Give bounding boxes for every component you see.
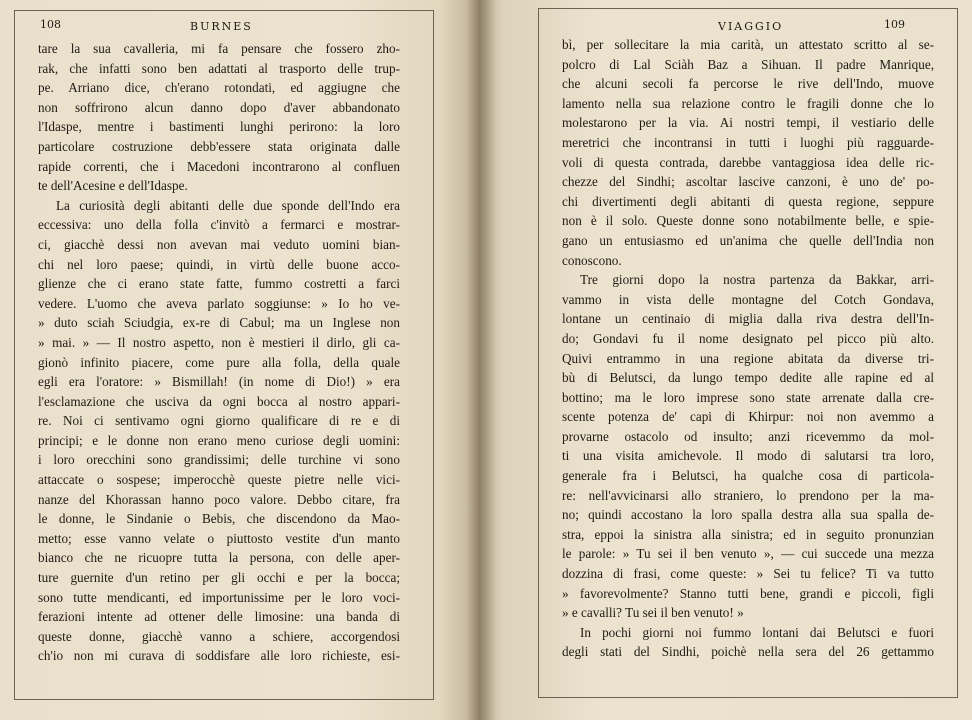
text-line: degli stati del Sindhi, poichè nella sera del 26 gettammo (562, 644, 934, 660)
text-line: bianco che ne ricuopre tutta la persona, con delle aper- (38, 550, 400, 566)
text-line: provarne ostacolo od insulto; anzi ricevemmo da mol- (562, 428, 934, 444)
text-line: » favorevolmente? Stanno tutti bene, grandi e piccoli, figli (562, 585, 934, 601)
text-line: gano un entusiasmo ed un'anima che quelle dell'India non (562, 232, 934, 248)
text-line: attaccate o sospese; imperocchè queste pietre nelle vici- (38, 472, 400, 488)
text-line: re. Noi ci sentivamo ogni giorno qualificare di re e di (38, 413, 400, 429)
text-line: ture guernite d'un retino per gli occhi e per la bocca; (38, 570, 400, 586)
text-line: metto; esse vanno velate o piuttosto vestite d'un manto (38, 530, 400, 546)
left-page (0, 0, 478, 720)
text-line: tare la sua cavalleria, mi fa pensare che fossero zho- (38, 41, 400, 56)
text-line: scente potenza de' capi di Khirpur: noi non avemmo a (562, 409, 934, 425)
gutter-shadow (466, 0, 496, 720)
text-line: te dell'Acesine e dell'Idaspe. (38, 178, 188, 194)
text-line: che alcuni secoli fa percorse le rive dell'Indo, muove (562, 76, 934, 92)
text-line: generale fra i Belutsci, ha qualche cosa di particola- (562, 468, 934, 484)
text-line: chi divertimenti degli abitanti di questa regione, seppure (562, 193, 934, 209)
text-line: » duto sciah Sciudgia, ex-re di Cabul; ma un Inglese non (38, 315, 400, 331)
right-running-head: VIAGGIO (718, 20, 784, 33)
text-line: Quivi entrammo in una regione abitata da diverse tri- (562, 350, 934, 366)
text-line: meretrici che incontransi in tutti i luoghi più ragguarde- (562, 134, 934, 150)
text-line: sono tutte mendicanti, ed importunissime per le loro voci- (38, 589, 400, 605)
text-line: ci, giacchè dessi non avevan mai veduto uomini bian- (38, 236, 400, 252)
text-line: no; quindi accostano la loro spalla destra alla sua spalla de- (562, 507, 934, 523)
right-page-number: 109 (884, 18, 905, 31)
text-line: stra, eppoi la sinistra alla sinistra; ed in seguito pronunzian (562, 526, 934, 542)
text-line: voli di questa contrada, darebbe vantaggiosa idea delle ric- (562, 154, 934, 170)
text-line: re: nell'avvicinarsi allo straniero, lo prendono per la ma- (562, 487, 934, 503)
text-line: conoscono. (562, 252, 622, 268)
text-line: chezze del Sindhi; ascoltar lascive canzoni, è uno de' po- (562, 174, 934, 190)
text-line: ti una visita amichevole. Il modo di salutarsi tra loro, (562, 448, 934, 464)
text-line: polcro di Lal Sciàh Baz a Sihuan. Il padre Manrique, (562, 56, 934, 72)
text-line: chi nel loro paese; quindi, in virtù delle buone acco- (38, 256, 400, 272)
text-line: glienze che ci erano state fatte, fummo costretti a farci (38, 276, 400, 292)
text-line: lamento nella sua relazione contro le fragili donne che lo (562, 95, 934, 111)
text-line: ch'io non mi curava di soddisfare alle loro richieste, esi- (38, 648, 400, 664)
left-running-head: BURNES (190, 20, 253, 33)
text-line: le donne, le Sindanie o Bebis, che discendono da Mao- (38, 511, 400, 527)
text-line: non è il solo. Queste donne sono notabilmente belle, e spie- (562, 213, 934, 229)
text-line: le parole: » Tu sei il ben venuto », — cui succede una mezza (562, 546, 934, 562)
text-line: ferazioni intente ad ottener delle limosine: una banda di (38, 609, 400, 625)
text-line: l'esclamazione che usciva da ogni bocca al nostro appari- (38, 393, 400, 409)
text-line: bì, per sollecitare la mia carità, un attestato scritto al se- (562, 37, 934, 52)
text-line: rapide correnti, che i Macedoni incontrarono al confluen (38, 158, 400, 174)
text-line: vammo in vista delle montagne del Cotch Gondava, (562, 291, 934, 307)
text-line: molestarono per la via. Ai nostri tempi, il vestiario delle (562, 115, 934, 131)
text-line: i loro orecchini sono grandissimi; delle turchine vi sono (38, 452, 400, 468)
text-line: bottino; ma le loro imprese sono state arrenate dalla cre- (562, 389, 934, 405)
right-page (478, 0, 972, 720)
text-line: nanze del Khorassan hanno poco valore. Debbo citare, fra (38, 491, 400, 507)
text-line: egli era l'oratore: » Bismillah! (in nome di Dio!) » era (38, 374, 400, 390)
text-line: particolare costruzione debb'essere stata originata dalle (38, 138, 400, 154)
text-line: l'Idaspe, mentre i bastimenti lunghi perirono: la loro (38, 119, 400, 135)
text-line: eccessiva: uno della folla c'invitò a fermarci e mostrar- (38, 217, 400, 233)
text-line: do; Gondavi fu il nome designato pel picco più alto. (562, 330, 934, 346)
text-line: lontane un centinaio di miglia dalla riva destra dell'In- (562, 311, 934, 327)
text-line: La curiosità degli abitanti delle due sponde dell'Indo era (56, 197, 400, 213)
text-line: bù di Belutsci, da lungo tempo dedite alle rapine ed al (562, 370, 934, 386)
text-line: queste donne, giacchè vanno a schiere, accorgendosi (38, 628, 400, 644)
text-line: » mai. » — Il nostro aspetto, non è mestieri il dirlo, gli ca- (38, 334, 400, 350)
text-line: principi; e le donne non erano meno curiose degli uomini: (38, 432, 400, 448)
text-line: » e cavalli? Tu sei il ben venuto! » (562, 605, 744, 621)
text-line: In pochi giorni noi fummo lontani dai Belutsci e fuori (580, 624, 934, 640)
text-line: rak, che infatti sono ben adattati al trasporto delle trup- (38, 60, 400, 76)
right-page-text (562, 35, 934, 662)
left-page-number: 108 (40, 18, 61, 31)
text-line: gionò infinito piacere, come pure alla folla, della quale (38, 354, 400, 370)
left-page-text (38, 39, 400, 666)
text-line: Tre giorni dopo la nostra partenza da Bakkar, arri- (580, 272, 934, 288)
text-line: pe. Arriano dice, ch'erano rotondati, ed aggiugne che (38, 80, 400, 96)
text-line: vedere. L'uomo che aveva parlato soggiunse: » Io ho ve- (38, 295, 400, 311)
text-line: non soffrirono alcun danno dopo d'aver abbandonato (38, 99, 400, 115)
text-line: dozzina di frasi, come queste: » Sei tu felice? Ti va tutto (562, 566, 934, 582)
